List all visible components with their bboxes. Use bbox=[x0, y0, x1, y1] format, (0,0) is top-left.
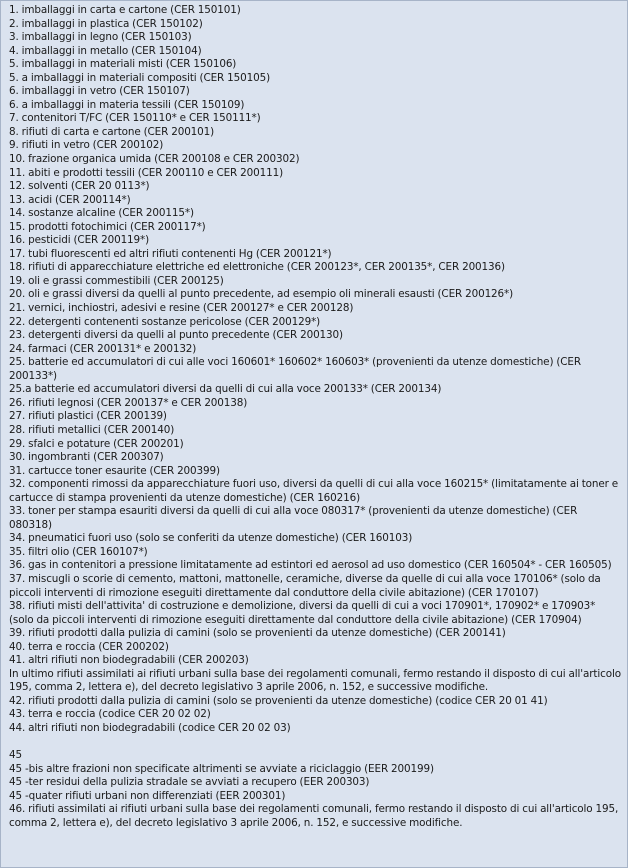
list-item: 17. tubi fluorescenti ed altri rifiuti contenenti Hg (CER 200121*) bbox=[9, 247, 332, 260]
list-item: 20. oli e grassi diversi da quelli al punto precedente, ad esempio oli minerali esausti (CER 200126*) bbox=[9, 288, 514, 301]
list-item: 3. imballaggi in legno (CER 150103) bbox=[9, 31, 192, 44]
list-item: 40. terra e roccia (CER 200202) bbox=[9, 640, 169, 653]
list-item: 23. detergenti diversi da quelli al punto precedente (CER 200130) bbox=[9, 329, 343, 342]
list-item: 46. rifiuti assimilati ai rifiuti urbani sulla base dei regolamenti comunali, fermo restando il disposto di cui all'articolo 195, comma 2, lettera e), del decreto legislativo 3 aprile 2006, n. 152, e successive modifiche. bbox=[9, 803, 619, 829]
list-item: 9. rifiuti in vetro (CER 200102) bbox=[9, 139, 164, 152]
list-item bbox=[9, 736, 621, 750]
list-item: 45 -quater rifiuti urbani non differenziati (EER 200301) bbox=[9, 789, 286, 802]
list-item: 15. prodotti fotochimici (CER 200117*) bbox=[9, 220, 206, 233]
list-item: 26. rifiuti legnosi (CER 200137* e CER 200138) bbox=[9, 396, 248, 409]
list-item: 12. solventi (CER 20 0113*) bbox=[9, 180, 150, 193]
list-item: 44. altri rifiuti non biodegradabili (codice CER 20 02 03) bbox=[9, 721, 291, 734]
list-item: 45 -bis altre frazioni non specificate altrimenti se avviate a riciclaggio (EER 200199) bbox=[9, 762, 434, 775]
list-item: 45 bbox=[9, 749, 22, 762]
list-item: 7. contenitori T/FC (CER 150110* e CER 150111*) bbox=[9, 112, 261, 125]
list-item: 39. rifiuti prodotti dalla pulizia di camini (solo se provenienti da utenze domestiche) (CER 200141) bbox=[9, 627, 506, 640]
list-item: 25. batterie ed accumulatori di cui alle voci 160601* 160602* 160603* (provenienti da utenze domestiche) (CER 200133*) bbox=[9, 356, 581, 382]
list-item: 8. rifiuti di carta e cartone (CER 200101) bbox=[9, 125, 215, 138]
list-item: 16. pesticidi (CER 200119*) bbox=[9, 234, 150, 247]
list-item: 33. toner per stampa esauriti diversi da quelli di cui alla voce 080317* (provenienti da utenze domestiche) (CER 080318) bbox=[9, 505, 578, 531]
list-item: 29. sfalci e potature (CER 200201) bbox=[9, 437, 184, 450]
list-item: 22. detergenti contenenti sostanze pericolose (CER 200129*) bbox=[9, 315, 321, 328]
list-item: 14. sostanze alcaline (CER 200115*) bbox=[9, 207, 194, 220]
list-item: 35. filtri olio (CER 160107*) bbox=[9, 545, 148, 558]
list-item: 11. abiti e prodotti tessili (CER 200110 e CER 200111) bbox=[9, 166, 284, 179]
list-item: 5. imballaggi in materiali misti (CER 150106) bbox=[9, 58, 237, 71]
list-item: 37. miscugli o scorie di cemento, mattoni, mattonelle, ceramiche, diverse da quelle di cui alla voce 170106* (solo da piccoli interventi di rimozione eseguiti direttamente dal conduttore della civile abitazione) (CER 170107) bbox=[9, 572, 601, 599]
list-item: 34. pneumatici fuori uso (solo se conferiti da utenze domestiche) (CER 160103) bbox=[9, 532, 413, 545]
list-item: 19. oli e grassi commestibili (CER 200125) bbox=[9, 274, 224, 287]
list-item: 43. terra e roccia (codice CER 20 02 02) bbox=[9, 708, 211, 721]
list-item: 1. imballaggi in carta e cartone (CER 150101) bbox=[9, 4, 241, 16]
list-item: 6. imballaggi in vetro (CER 150107) bbox=[9, 85, 190, 98]
list-item: 36. gas in contenitori a pressione limitatamente ad estintori ed aerosol ad uso domestico (CER 160504* - CER 160505) bbox=[9, 559, 612, 572]
list-item: 30. ingombranti (CER 200307) bbox=[9, 451, 164, 464]
list-item: 4. imballaggi in metallo (CER 150104) bbox=[9, 44, 202, 57]
list-item: 41. altri rifiuti non biodegradabili (CER 200203) bbox=[9, 654, 249, 667]
list-item: 5. a imballaggi in materiali compositi (CER 150105) bbox=[9, 71, 271, 84]
list-item: 42. rifiuti prodotti dalla pulizia di camini (solo se provenienti da utenze domestiche) (codice CER 20 01 41) bbox=[9, 694, 548, 707]
list-item: 31. cartucce toner esaurite (CER 200399) bbox=[9, 464, 220, 477]
list-item: 28. rifiuti metallici (CER 200140) bbox=[9, 423, 175, 436]
list-item: 32. componenti rimossi da apparecchiature fuori uso, diversi da quelli di cui alla voce 160215* (limitatamente ai toner e cartucce di stampa provenienti da utenze domestiche) (CER 160216) bbox=[9, 478, 619, 504]
list-item: 25.a batterie ed accumulatori diversi da quelli di cui alla voce 200133* (CER 200134) bbox=[9, 383, 442, 396]
list-item: 38. rifiuti misti dell'attivita' di costruzione e demolizione, diversi da quelli di cui a voci 170901*, 170902* e 170903* (solo da piccoli interventi di rimozione eseguiti direttamente dal conduttore della civile abitazione) (CER 170904) bbox=[9, 600, 596, 626]
list-item: 6. a imballaggi in materia tessili (CER 150109) bbox=[9, 98, 245, 111]
list-item: 10. frazione organica umida (CER 200108 e CER 200302) bbox=[9, 153, 300, 166]
list-item: 45 -ter residui della pulizia stradale se avviati a recupero (EER 200303) bbox=[9, 776, 370, 789]
list-item: 27. rifiuti plastici (CER 200139) bbox=[9, 410, 167, 423]
list-item: 13. acidi (CER 200114*) bbox=[9, 193, 131, 206]
list-item: 21. vernici, inchiostri, adesivi e resine (CER 200127* e CER 200128) bbox=[9, 302, 354, 315]
list-item: 2. imballaggi in plastica (CER 150102) bbox=[9, 17, 203, 30]
waste-code-list bbox=[1, 1, 627, 830]
list-item: 18. rifiuti di apparecchiature elettriche ed elettroniche (CER 200123*, CER 200135*, CER 200136) bbox=[9, 261, 505, 274]
list-item: 24. farmaci (CER 200131* e 200132) bbox=[9, 342, 197, 355]
list-item: In ultimo rifiuti assimilati ai rifiuti urbani sulla base dei regolamenti comunali, fermo restando il disposto di cui all'articolo 195, comma 2, lettera e), del decreto legislativo 3 aprile 2006, n. 152, e successive modifiche. bbox=[9, 667, 621, 694]
